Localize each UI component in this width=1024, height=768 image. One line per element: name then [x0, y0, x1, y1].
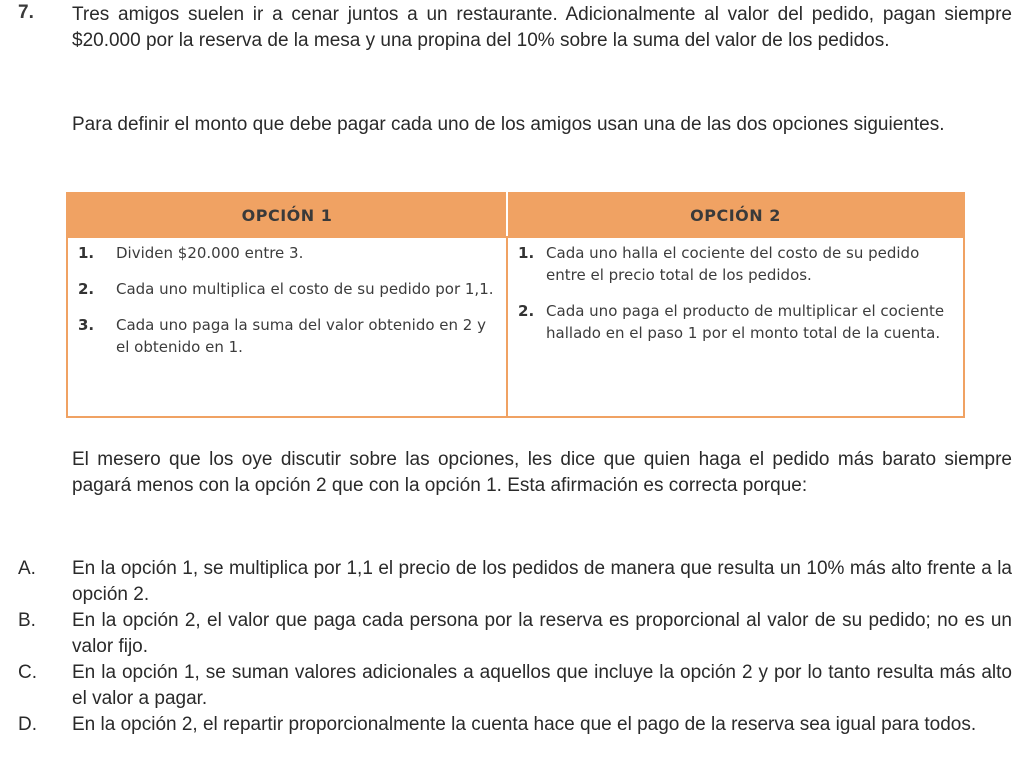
- answer-choice-d[interactable]: [0, 712, 1012, 738]
- option-2-steps: [507, 237, 964, 417]
- option-1-step: [78, 314, 498, 358]
- choice-letter: D.: [18, 714, 37, 735]
- step-number: 3.: [78, 316, 95, 334]
- answer-choice-b[interactable]: [0, 608, 1012, 660]
- option-2-step: [518, 300, 955, 344]
- step-text: Cada uno paga la suma del valor obtenido en 2 y el obtenido en 1.: [116, 316, 486, 356]
- step-number: 2.: [518, 302, 535, 320]
- question-intro: Tres amigos suelen ir a cenar juntos a un restaurante. Adicionalmente al valor del pedido, pagan siempre $20.000 por la reserva de la mesa y una propina del 10% sobre la suma del valor de los pedidos.: [72, 4, 1012, 51]
- choice-text: En la opción 1, se multiplica por 1,1 el precio de los pedidos de manera que resulta un 10% más alto frente a la opción 2.: [72, 558, 1012, 605]
- option-2-header: OPCIÓN 2: [507, 193, 964, 237]
- step-text: Dividen $20.000 entre 3.: [116, 244, 304, 262]
- choice-text: En la opción 2, el valor que paga cada persona por la reserva es proporcional al valor de su pedido; no es un valor fijo.: [72, 610, 1012, 657]
- question-claim: El mesero que los oye discutir sobre las opciones, les dice que quien haga el pedido más barato siempre pagará menos con la opción 2 que con la opción 1. Esta afirmación es correcta porque:: [72, 449, 1012, 496]
- choice-letter: A.: [18, 558, 36, 579]
- option-2-step: [518, 242, 955, 286]
- step-number: 1.: [518, 244, 535, 262]
- option-1-header: OPCIÓN 1: [67, 193, 507, 237]
- step-text: Cada uno halla el cociente del costo de su pedido entre el precio total de los pedidos.: [546, 244, 920, 284]
- answer-choices: [0, 556, 1012, 738]
- question-number: 7.: [18, 2, 34, 23]
- step-text: Cada uno paga el producto de multiplicar el cociente hallado en el paso 1 por el monto total de la cuenta.: [546, 302, 945, 342]
- step-text: Cada uno multiplica el costo de su pedido por 1,1.: [116, 280, 494, 298]
- options-table: [66, 192, 965, 418]
- answer-choice-c[interactable]: [0, 660, 1012, 712]
- choice-letter: B.: [18, 610, 36, 631]
- option-1-step: [78, 242, 498, 264]
- step-number: 2.: [78, 280, 95, 298]
- option-1-steps: [67, 237, 507, 417]
- choice-text: En la opción 1, se suman valores adicionales a aquellos que incluye la opción 2 y por lo tanto resulta más alto el valor a pagar.: [72, 662, 1012, 709]
- choice-text: En la opción 2, el repartir proporcionalmente la cuenta hace que el pago de la reserva sea igual para todos.: [72, 714, 977, 735]
- option-1-step: [78, 278, 498, 300]
- answer-choice-a[interactable]: [0, 556, 1012, 608]
- options-table-body-row: [67, 237, 964, 417]
- question-setup: Para definir el monto que debe pagar cada uno de los amigos usan una de las dos opciones siguientes.: [72, 114, 945, 135]
- options-table-header-row: [67, 193, 964, 237]
- choice-letter: C.: [18, 662, 37, 683]
- step-number: 1.: [78, 244, 95, 262]
